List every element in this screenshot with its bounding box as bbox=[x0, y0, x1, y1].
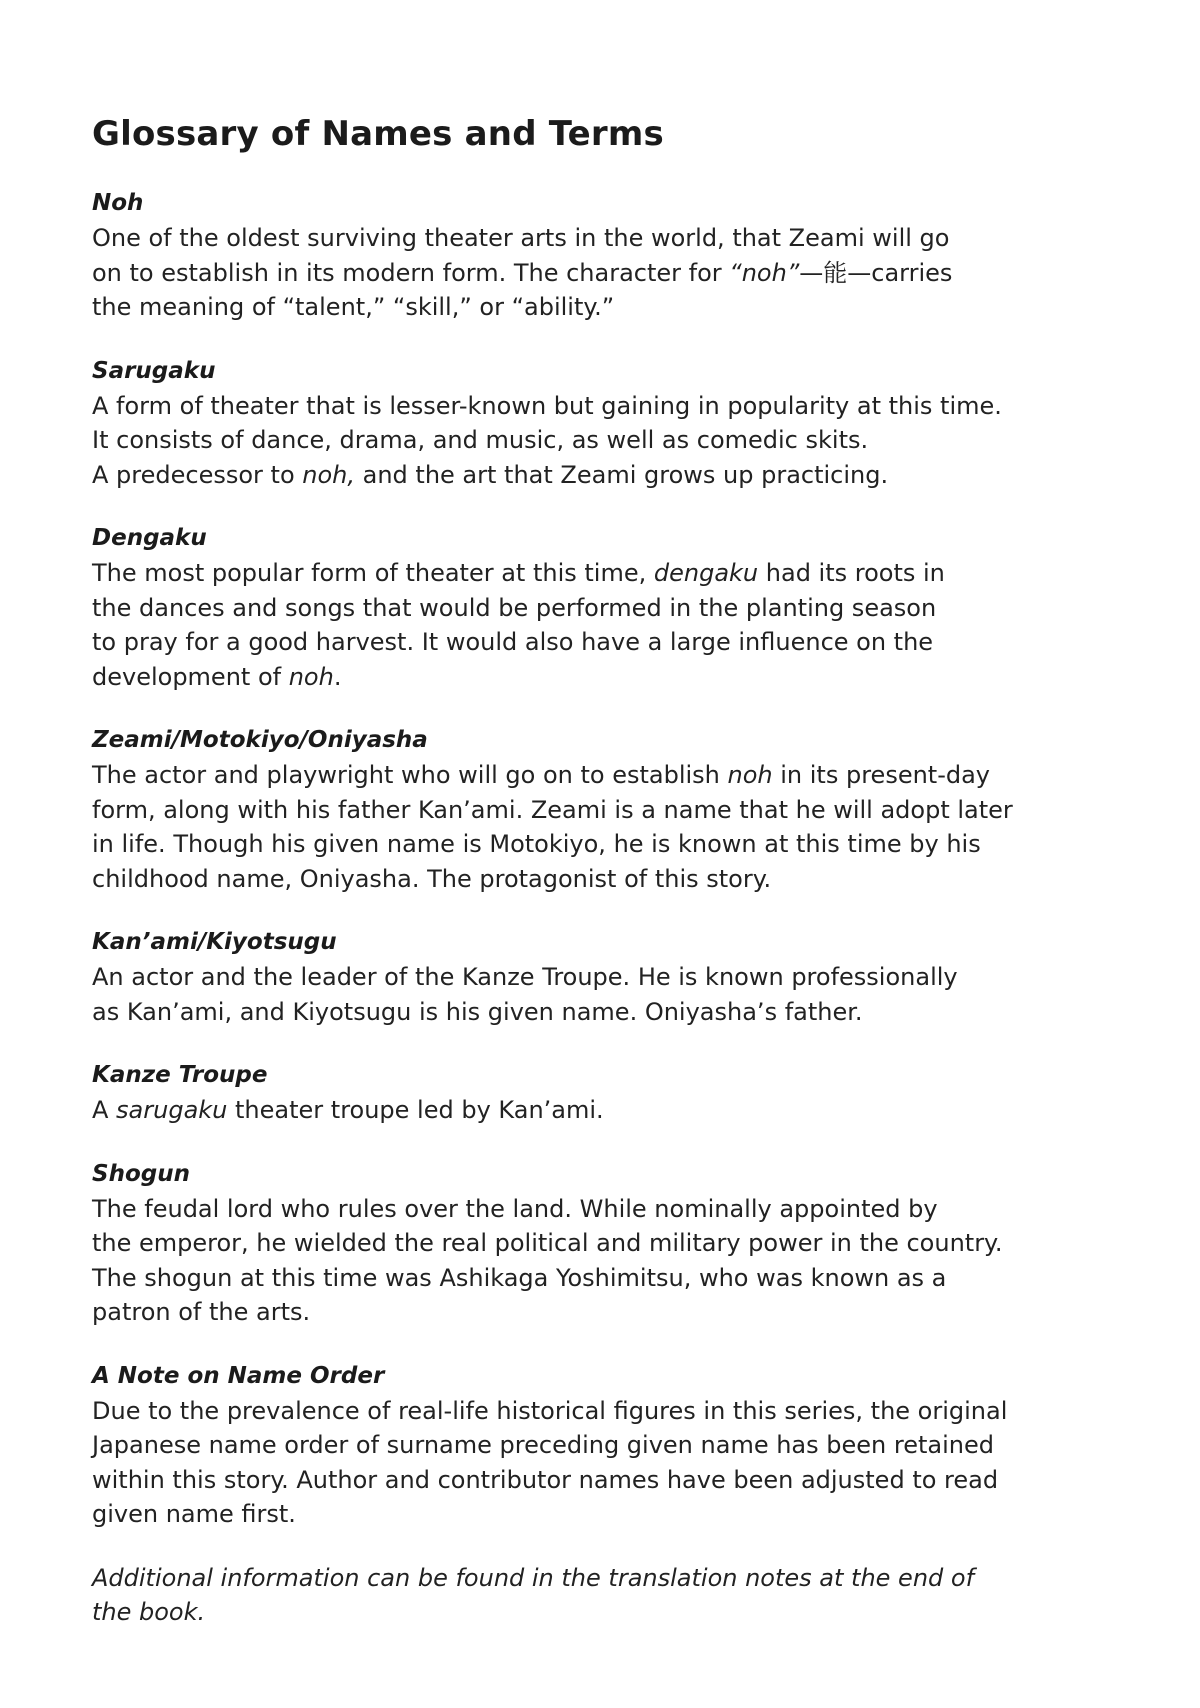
definition-line bbox=[92, 625, 1112, 660]
glossary-definition bbox=[92, 1093, 1112, 1128]
glossary-definition bbox=[92, 758, 1112, 896]
glossary-term: Kanze Troupe bbox=[92, 1062, 268, 1088]
definition-text: to pray for a good harvest. It would also have a large influence on the bbox=[92, 628, 934, 656]
definition-line bbox=[92, 591, 1112, 626]
glossary-term: Zeami/Motokiyo/Oniyasha bbox=[92, 727, 428, 753]
glossary-term: Dengaku bbox=[92, 525, 207, 551]
definition-text: childhood name, Oniyasha. The protagonist of this story. bbox=[92, 864, 772, 893]
definition-text: The shogun at this time was Ashikaga Yoshimitsu, who was known as a bbox=[92, 1263, 947, 1292]
definition-text: The actor and playwright who will go on to establish bbox=[92, 761, 728, 789]
italic-term-text: noh bbox=[288, 662, 334, 691]
glossary-definition bbox=[92, 960, 1112, 1029]
definition-line bbox=[92, 256, 1112, 291]
definition-text: Due to the prevalence of real-life historical figures in this series, the original bbox=[92, 1396, 1008, 1425]
definition-line bbox=[92, 556, 1112, 591]
definition-line bbox=[92, 1463, 1112, 1498]
definition-line bbox=[92, 458, 1112, 493]
italic-term-text: noh, bbox=[302, 460, 355, 489]
definition-text: A bbox=[92, 1096, 117, 1124]
definition-line bbox=[92, 758, 1112, 793]
footer-note-line: the book. bbox=[92, 1598, 206, 1626]
definition-line bbox=[92, 827, 1112, 862]
definition-line bbox=[92, 290, 1112, 325]
glossary-definition bbox=[92, 556, 1112, 694]
glossary-entry bbox=[92, 354, 1112, 493]
glossary-entries bbox=[92, 186, 1112, 1532]
definition-text: . bbox=[333, 662, 342, 691]
definition-text: on to establish in its modern form. The character for bbox=[92, 258, 730, 287]
definition-text: The feudal lord who rules over the land. While nominally appointed by bbox=[92, 1194, 938, 1223]
italic-term-text: noh bbox=[727, 761, 773, 789]
definition-text: the dances and songs that would be performed in the planting season bbox=[92, 593, 937, 622]
definition-text: in life. Though his given name is Motokiyo, he is known at this time by his bbox=[92, 830, 981, 858]
footer-note-line: Additional information can be found in the translation notes at the end of bbox=[92, 1563, 975, 1592]
glossary-term: Kan’ami/Kiyotsugu bbox=[92, 929, 337, 955]
definition-text: and the art that Zeami grows up practicing. bbox=[355, 460, 889, 489]
definition-line bbox=[92, 862, 1112, 897]
definition-text: patron of the arts. bbox=[92, 1298, 311, 1326]
definition-line bbox=[92, 1497, 1112, 1532]
definition-line bbox=[92, 1295, 1112, 1330]
definition-text: the meaning of “talent,” “skill,” or “ability.” bbox=[92, 293, 615, 321]
definition-text: One of the oldest surviving theater arts in the world, that Zeami will go bbox=[92, 224, 950, 252]
definition-text: A form of theater that is lesser-known but gaining in popularity at this time. bbox=[92, 391, 1002, 420]
definition-text: A predecessor to bbox=[92, 460, 303, 489]
glossary-definition bbox=[92, 389, 1112, 493]
glossary-entry bbox=[92, 925, 1112, 1029]
definition-text: form, along with his father Kan’ami. Zeami is a name that he will adopt later bbox=[92, 795, 1013, 824]
italic-term-text: “noh” bbox=[729, 258, 800, 287]
definition-line bbox=[92, 1192, 1112, 1227]
glossary-term: Sarugaku bbox=[92, 357, 216, 384]
definition-line bbox=[92, 1093, 1112, 1128]
glossary-definition bbox=[92, 221, 1112, 325]
definition-text: as Kan’ami, and Kiyotsugu is his given name. Oniyasha’s father. bbox=[92, 997, 863, 1026]
definition-text: It consists of dance, drama, and music, as well as comedic skits. bbox=[92, 426, 869, 454]
definition-line bbox=[92, 423, 1112, 458]
definition-line bbox=[92, 1394, 1112, 1429]
page-title: Glossary of Names and Terms bbox=[92, 114, 664, 154]
definition-text: development of bbox=[92, 662, 289, 691]
definition-line bbox=[92, 1261, 1112, 1296]
definition-line bbox=[92, 389, 1112, 424]
glossary-definition bbox=[92, 1394, 1112, 1532]
definition-line bbox=[92, 1428, 1112, 1463]
definition-text: The most popular form of theater at this time, bbox=[92, 559, 654, 587]
glossary-term: Noh bbox=[92, 190, 144, 216]
definition-text: within this story. Author and contributor names have been adjusted to read bbox=[92, 1465, 999, 1494]
definition-text: given name first. bbox=[92, 1500, 296, 1528]
definition-text: had its roots in bbox=[758, 559, 945, 587]
definition-line bbox=[92, 995, 1112, 1030]
definition-text: theater troupe led by Kan’ami. bbox=[227, 1096, 604, 1124]
definition-text: Japanese name order of surname preceding given name has been retained bbox=[92, 1431, 994, 1459]
glossary-term: Shogun bbox=[92, 1160, 190, 1187]
glossary-entry bbox=[92, 1157, 1112, 1330]
italic-term-text: sarugaku bbox=[116, 1096, 228, 1124]
glossary-entry bbox=[92, 1359, 1112, 1532]
glossary-page bbox=[92, 112, 1112, 1630]
glossary-entry bbox=[92, 521, 1112, 694]
glossary-entry bbox=[92, 723, 1112, 896]
footer-note bbox=[92, 1561, 1112, 1630]
glossary-definition bbox=[92, 1192, 1112, 1330]
italic-term-text: dengaku bbox=[653, 559, 759, 587]
definition-line bbox=[92, 660, 1112, 695]
definition-line bbox=[92, 221, 1112, 256]
definition-text: in its present-day bbox=[772, 761, 991, 789]
glossary-entry bbox=[92, 186, 1112, 325]
definition-line bbox=[92, 960, 1112, 995]
glossary-term: A Note on Name Order bbox=[92, 1362, 385, 1389]
definition-text: the emperor, he wielded the real political and military power in the country. bbox=[92, 1229, 1003, 1257]
glossary-entry bbox=[92, 1058, 1112, 1128]
definition-line bbox=[92, 793, 1112, 828]
definition-line bbox=[92, 1226, 1112, 1261]
definition-text: —能—carries bbox=[799, 258, 953, 287]
definition-text: An actor and the leader of the Kanze Troupe. He is known professionally bbox=[92, 963, 958, 991]
